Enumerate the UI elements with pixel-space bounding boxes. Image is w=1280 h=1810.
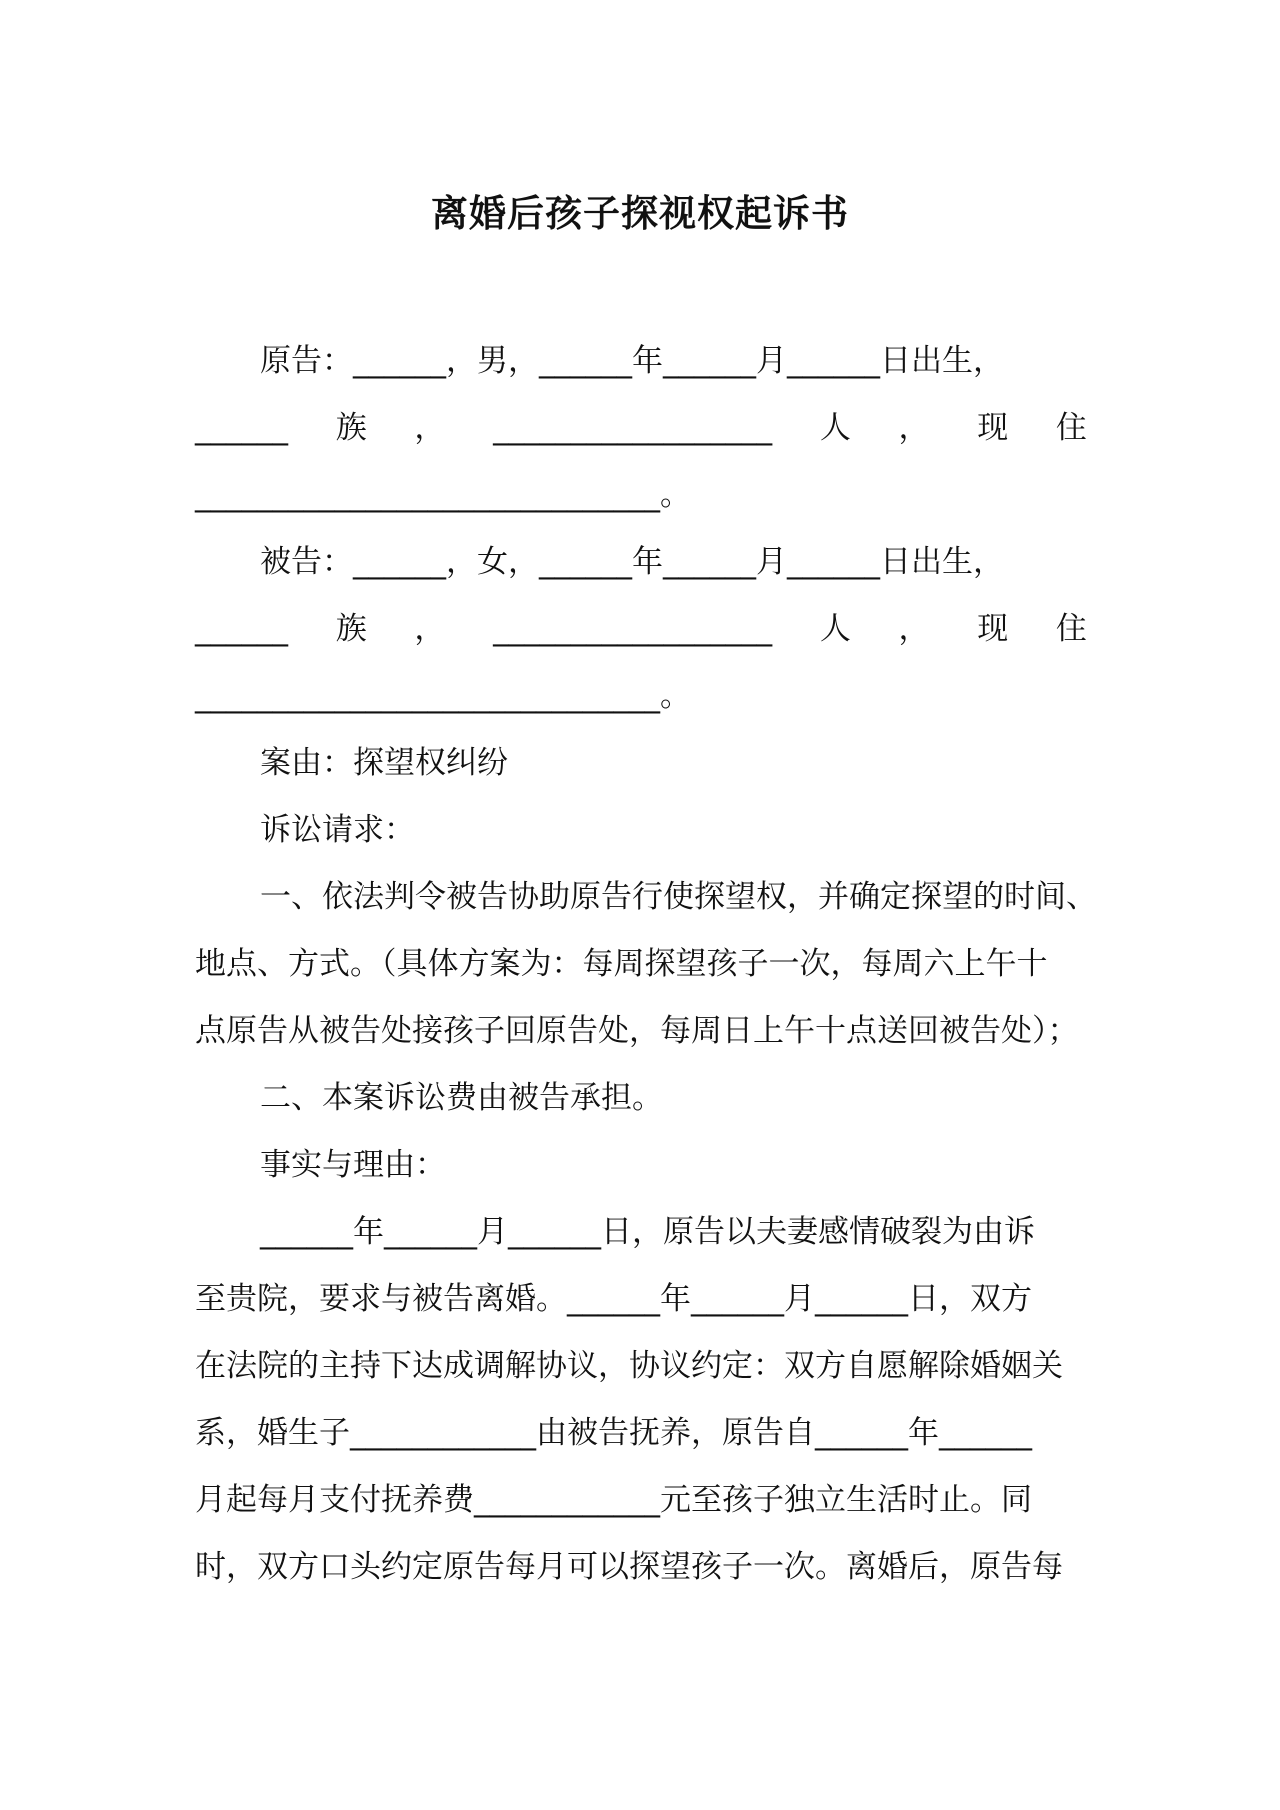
defendant-origin-blank: __________________ (493, 611, 773, 647)
plaintiff-ethnicity-blank: ______ (195, 410, 288, 446)
plaintiff-comma-2: ， (898, 410, 930, 446)
plaintiff-address-line: ______________________________。 (195, 477, 691, 513)
claim-2: 二、本案诉讼费由被告承担。 (260, 1080, 663, 1116)
facts-line-5: 月起每月支付抚养费____________元至孩子独立生活时止。同 (195, 1482, 1032, 1518)
plaintiff-ethnicity-label: 族 (335, 410, 367, 446)
plaintiff-current-label: 现 (977, 410, 1009, 446)
defendant-comma-2: ， (898, 611, 930, 647)
claim-1-line-2: 地点、方式。（具体方案为：每周探望孩子一次，每周六上午十 (195, 946, 1048, 982)
plaintiff-comma: ， (414, 410, 446, 446)
facts-line-3: 在法院的主持下达成调解协议，协议约定：双方自愿解除婚姻关 (195, 1348, 1063, 1384)
defendant-person-label: 人 (819, 611, 851, 647)
defendant-current-label: 现 (977, 611, 1009, 647)
defendant-ethnicity-label: 族 (335, 611, 367, 647)
plaintiff-line-2 (195, 408, 1087, 448)
facts-line-2: 至贵院，要求与被告离婚。______年______月______日，双方 (195, 1281, 1032, 1317)
facts-line-4: 系，婚生子____________由被告抚养，原告自______年______ (195, 1415, 1032, 1451)
defendant-line-2 (195, 609, 1087, 649)
defendant-comma: ， (414, 611, 446, 647)
defendant-ethnicity-blank: ______ (195, 611, 288, 647)
facts-line-1: ______年______月______日，原告以夫妻感情破裂为由诉 (260, 1214, 1035, 1250)
cause-of-action: 案由：探望权纠纷 (260, 745, 508, 781)
plaintiff-reside-label: 住 (1055, 410, 1087, 446)
claims-heading: 诉讼请求： (260, 812, 415, 848)
facts-heading: 事实与理由： (260, 1147, 446, 1183)
facts-line-6: 时，双方口头约定原告每月可以探望孩子一次。离婚后，原告每 (195, 1549, 1063, 1585)
defendant-address-line: ______________________________。 (195, 678, 691, 714)
defendant-reside-label: 住 (1055, 611, 1087, 647)
plaintiff-person-label: 人 (819, 410, 851, 446)
claim-1-line-1: 一、依法判令被告协助原告行使探望权，并确定探望的时间、 (260, 879, 1097, 915)
claim-1-line-3: 点原告从被告处接孩子回原告处，每周日上午十点送回被告处）； (195, 1013, 1079, 1049)
plaintiff-origin-blank: __________________ (493, 410, 773, 446)
defendant-line-1: 被告：______，女，______年______月______日出生， (260, 544, 1004, 580)
plaintiff-line-1: 原告：______，男，______年______月______日出生， (260, 343, 1004, 379)
document-title: 离婚后孩子探视权起诉书 (431, 192, 849, 235)
